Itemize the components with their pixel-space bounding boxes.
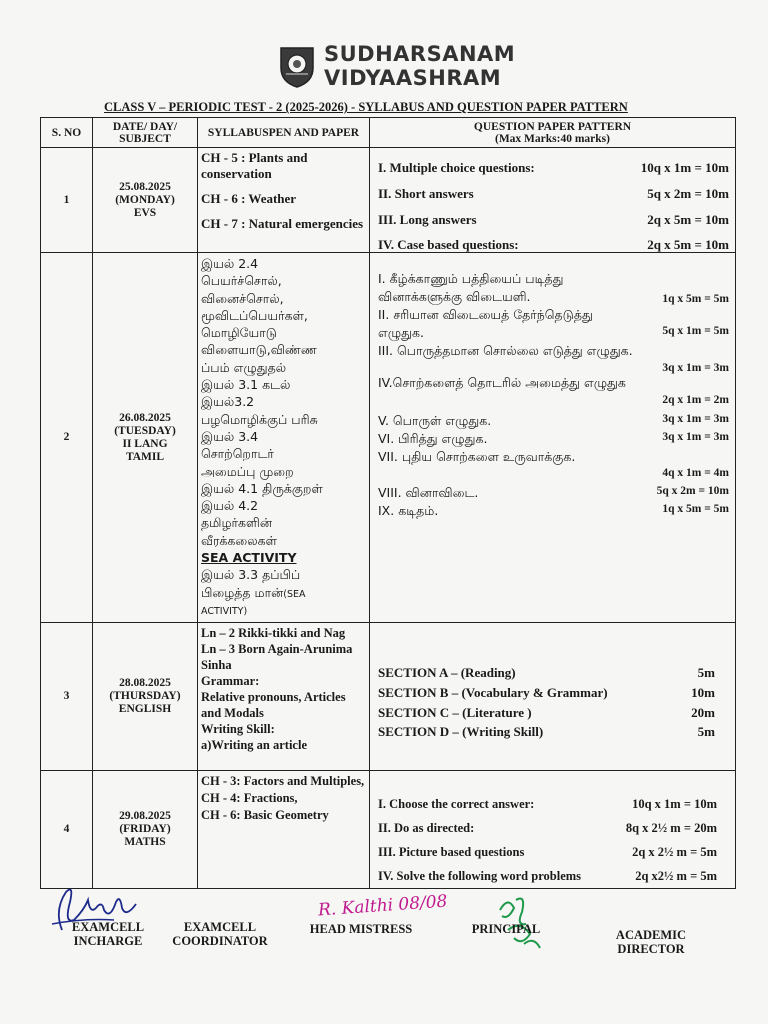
row-sno: 2 [41,253,93,623]
signature-examcell-incharge [58,920,158,948]
row-subject: EVS [133,206,157,219]
question-text: II. Short answers [378,186,474,201]
syllabus-item: ப்பம் எழுதுதல் [201,359,287,375]
signature-label: ACADEMIC [615,928,687,942]
question-line [378,705,715,721]
question-text: II. சரியான விடையைத் தேர்ந்தெடுத்து [378,307,593,322]
row-date: 28.08.2025 [119,677,171,690]
syllabus-item: வீரக்கலைகள் [201,532,277,548]
question-line [378,289,729,306]
row-subject: II LANG [122,437,168,450]
signature-examcell-coordinator [160,920,280,948]
question-line [378,869,717,884]
question-line [378,375,729,392]
question-line [378,237,729,253]
question-text: I. கீழ்க்காணும் பத்தியைப் படித்து [378,271,564,286]
syllabus-item: இயல் 4.1 திருக்குறள் [201,480,323,496]
signature-label: INCHARGE [73,934,143,948]
syllabus-item: Relative pronouns, Articles and Modals [201,690,346,721]
question-text: SECTION B – (Vocabulary & Grammar) [378,685,608,701]
table-row [41,253,736,623]
question-marks: 4q x 1m = 4m [662,467,729,479]
question-marks: 5q x 2m = 10m [647,186,729,201]
question-text: VIII. வினாவிடை. [378,485,479,500]
row-syllabus [198,253,370,623]
question-text: SECTION D – (Writing Skill) [378,724,544,740]
header-syllabus: SYLLABUSPEN AND PAPER [198,118,370,148]
row-question-pattern [370,148,736,253]
question-line [378,665,715,681]
row-question-pattern [370,771,736,889]
syllabus-item: இயல் 2.4 [201,256,259,271]
row-subject: MATHS [124,836,166,849]
sea-note: ACTIVITY) [201,605,248,617]
row-sno: 3 [41,623,93,771]
header-sno: S. NO [41,118,93,148]
syllabus-item: CH - 3: Factors and Multiples, [201,774,365,789]
question-text: VI. பிரித்து எழுதுக. [378,431,488,446]
syllabus-item: இயல் 3.4 [201,428,259,444]
syllabus-item: தமிழர்களின் [201,515,272,531]
question-marks: 1q x 5m = 5m [662,503,729,515]
school-header [278,40,538,92]
sea-note: (SEA [283,588,306,600]
syllabus-item: விளையாடு,விண்ண [201,342,317,358]
syllabus-item: a)Writing an article [201,738,307,753]
syllabus-item: பழமொழிக்குப் பரிசு [201,411,318,427]
header-qp-title: QUESTION PAPER PATTERN [473,120,632,133]
question-marks: 5q x 1m = 5m [662,325,729,337]
question-text: II. Do as directed: [378,821,475,836]
question-text: வினாக்களுக்கு விடையளி. [378,289,531,304]
signature-label: EXAMCELL [183,920,257,934]
signature-label: EXAMCELL [71,920,145,934]
question-text: SECTION C – (Literature ) [378,705,532,721]
row-date-subject [93,771,198,889]
row-date-subject [93,623,198,771]
question-marks: 5m [697,665,715,681]
question-marks: 10m [691,685,715,701]
row-day: (MONDAY) [115,193,175,206]
question-text: III. Picture based questions [378,845,525,860]
header-qp [370,118,736,148]
table-header-row [41,118,736,148]
syllabus-item: மூவிடப்பெயர்கள், [201,307,308,323]
question-marks: 2q x 5m = 10m [647,212,729,227]
question-marks: 3q x 1m = 3m [662,362,729,374]
signature-academic-director [596,928,706,956]
school-name [324,42,515,90]
head-mistress-handwriting: R. Kalthi 08/08 [317,891,449,921]
question-text: எழுதுக. [378,325,424,340]
row-day: (TUESDAY) [114,424,176,437]
syllabus-item: சொற்றொடர் [201,446,274,462]
question-line [378,431,729,448]
question-marks: 5m [697,724,715,740]
question-line [378,186,729,202]
question-marks: 3q x 1m = 3m [662,431,729,443]
syllabus-item: இயல் 4.2 [201,498,259,514]
question-line [378,307,729,324]
syllabus-item: Ln – 3 Born Again-Arunima Sinha [201,642,353,673]
table-row [41,148,736,253]
signature-label: DIRECTOR [617,942,685,956]
syllabus-item: CH - 6: Basic Geometry [201,808,329,823]
question-marks: 1q x 5m = 5m [662,293,729,305]
school-name-line2: VIDYAASHRAM [324,66,502,90]
question-line [378,685,715,701]
question-text: IV.சொற்களைத் தொடரில் அமைத்து எழுதுக [378,375,626,390]
row-date: 25.08.2025 [119,180,171,193]
document-title: CLASS V – PERIODIC TEST - 2 (2025-2026) - SYLLABUS AND QUESTION PAPER PATTERN [104,100,628,114]
question-text: I. Multiple choice questions: [378,160,535,175]
syllabus-item-text: பிழைத்த மான் [201,584,284,600]
school-crest-icon [278,44,316,88]
syllabus-item: இயல்3.2 [201,394,255,410]
question-line [378,503,729,520]
question-line [378,413,729,430]
syllabus-item: Writing Skill: [201,722,275,737]
school-name-line1: SUDHARSANAM [324,42,516,66]
question-text: IV. Case based questions: [378,237,519,252]
syllabus-item: பெயர்ச்சொல், [201,273,282,289]
question-line [378,485,729,502]
signature-head-mistress: HEAD MISTRESS [309,922,413,936]
question-line [378,724,715,740]
row-question-pattern [370,623,736,771]
syllabus-item: CH - 5 : Plants and conservation [201,150,308,181]
row-subject: TAMIL [125,450,165,463]
syllabus-item: இயல் 3.3 தப்பிப் [201,567,301,583]
syllabus-item: Ln – 2 Rikki-tikki and Nag [201,626,346,641]
question-marks: 3q x 1m = 3m [662,413,729,425]
question-text: IV. Solve the following word problems [378,869,582,884]
question-text: IX. கடிதம். [378,503,439,518]
table-row [41,771,736,889]
row-question-pattern [370,253,736,623]
question-text: III. Long answers [378,212,477,227]
question-marks: 2q x 5m = 10m [647,237,729,252]
row-syllabus [198,623,370,771]
question-line [378,797,717,812]
question-text: V. பொருள் எழுதுக. [378,413,492,428]
question-line [378,821,717,836]
row-syllabus [198,771,370,889]
question-text: I. Choose the correct answer: [378,797,535,812]
sea-activity-heading: SEA ACTIVITY [201,550,297,566]
signature-principal: PRINCIPAL [471,922,541,936]
question-line [378,449,729,466]
question-marks: 2q x 2½ m = 5m [632,845,717,860]
header-date: DATE/ DAY/ SUBJECT [93,118,198,148]
syllabus-item: மொழியோடு [201,325,277,341]
question-marks: 5q x 2m = 10m [656,485,729,497]
syllabus-item: CH - 7 : Natural emergencies [201,216,364,231]
question-marks: 20m [691,705,715,721]
row-subject: ENGLISH [118,703,172,716]
question-text: III. பொருத்தமான சொல்லை எடுத்து எழுதுக. [378,343,633,358]
row-date: 29.08.2025 [119,810,171,823]
question-line [378,212,729,228]
syllabus-item [201,584,366,603]
question-line [378,271,729,288]
syllabus-item: இயல் 3.1 கடல் [201,377,291,393]
row-day: (FRIDAY) [119,823,171,836]
question-text: SECTION A – (Reading) [378,665,516,681]
syllabus-table [40,117,736,889]
question-line [378,343,729,360]
question-line [378,160,729,176]
syllabus-item: வினைச்சொல், [201,290,284,306]
syllabus-item: அமைப்பு முறை [201,463,294,479]
row-syllabus [198,148,370,253]
question-text: VII. புதிய சொற்களை உருவாக்குக. [378,449,576,464]
question-line [378,845,717,860]
question-marks: 2q x2½ m = 5m [635,869,717,884]
row-date: 26.08.2025 [119,411,171,424]
row-sno: 4 [41,771,93,889]
row-date-subject [93,253,198,623]
syllabus-item: CH - 6 : Weather [201,191,297,206]
signature-label: COORDINATOR [172,934,268,948]
question-marks: 2q x 1m = 2m [662,394,729,406]
syllabus-item: CH - 4: Fractions, [201,791,298,806]
table-row [41,623,736,771]
question-marks: 10q x 1m = 10m [640,160,729,175]
row-sno: 1 [41,148,93,253]
row-day: (THURSDAY) [109,690,181,703]
header-qp-marks: (Max Marks:40 marks) [495,132,610,145]
question-line [378,325,729,342]
question-marks: 10q x 1m = 10m [632,797,717,812]
syllabus-item: Grammar: [201,674,260,689]
row-date-subject [93,148,198,253]
question-marks: 8q x 2½ m = 20m [625,821,717,836]
